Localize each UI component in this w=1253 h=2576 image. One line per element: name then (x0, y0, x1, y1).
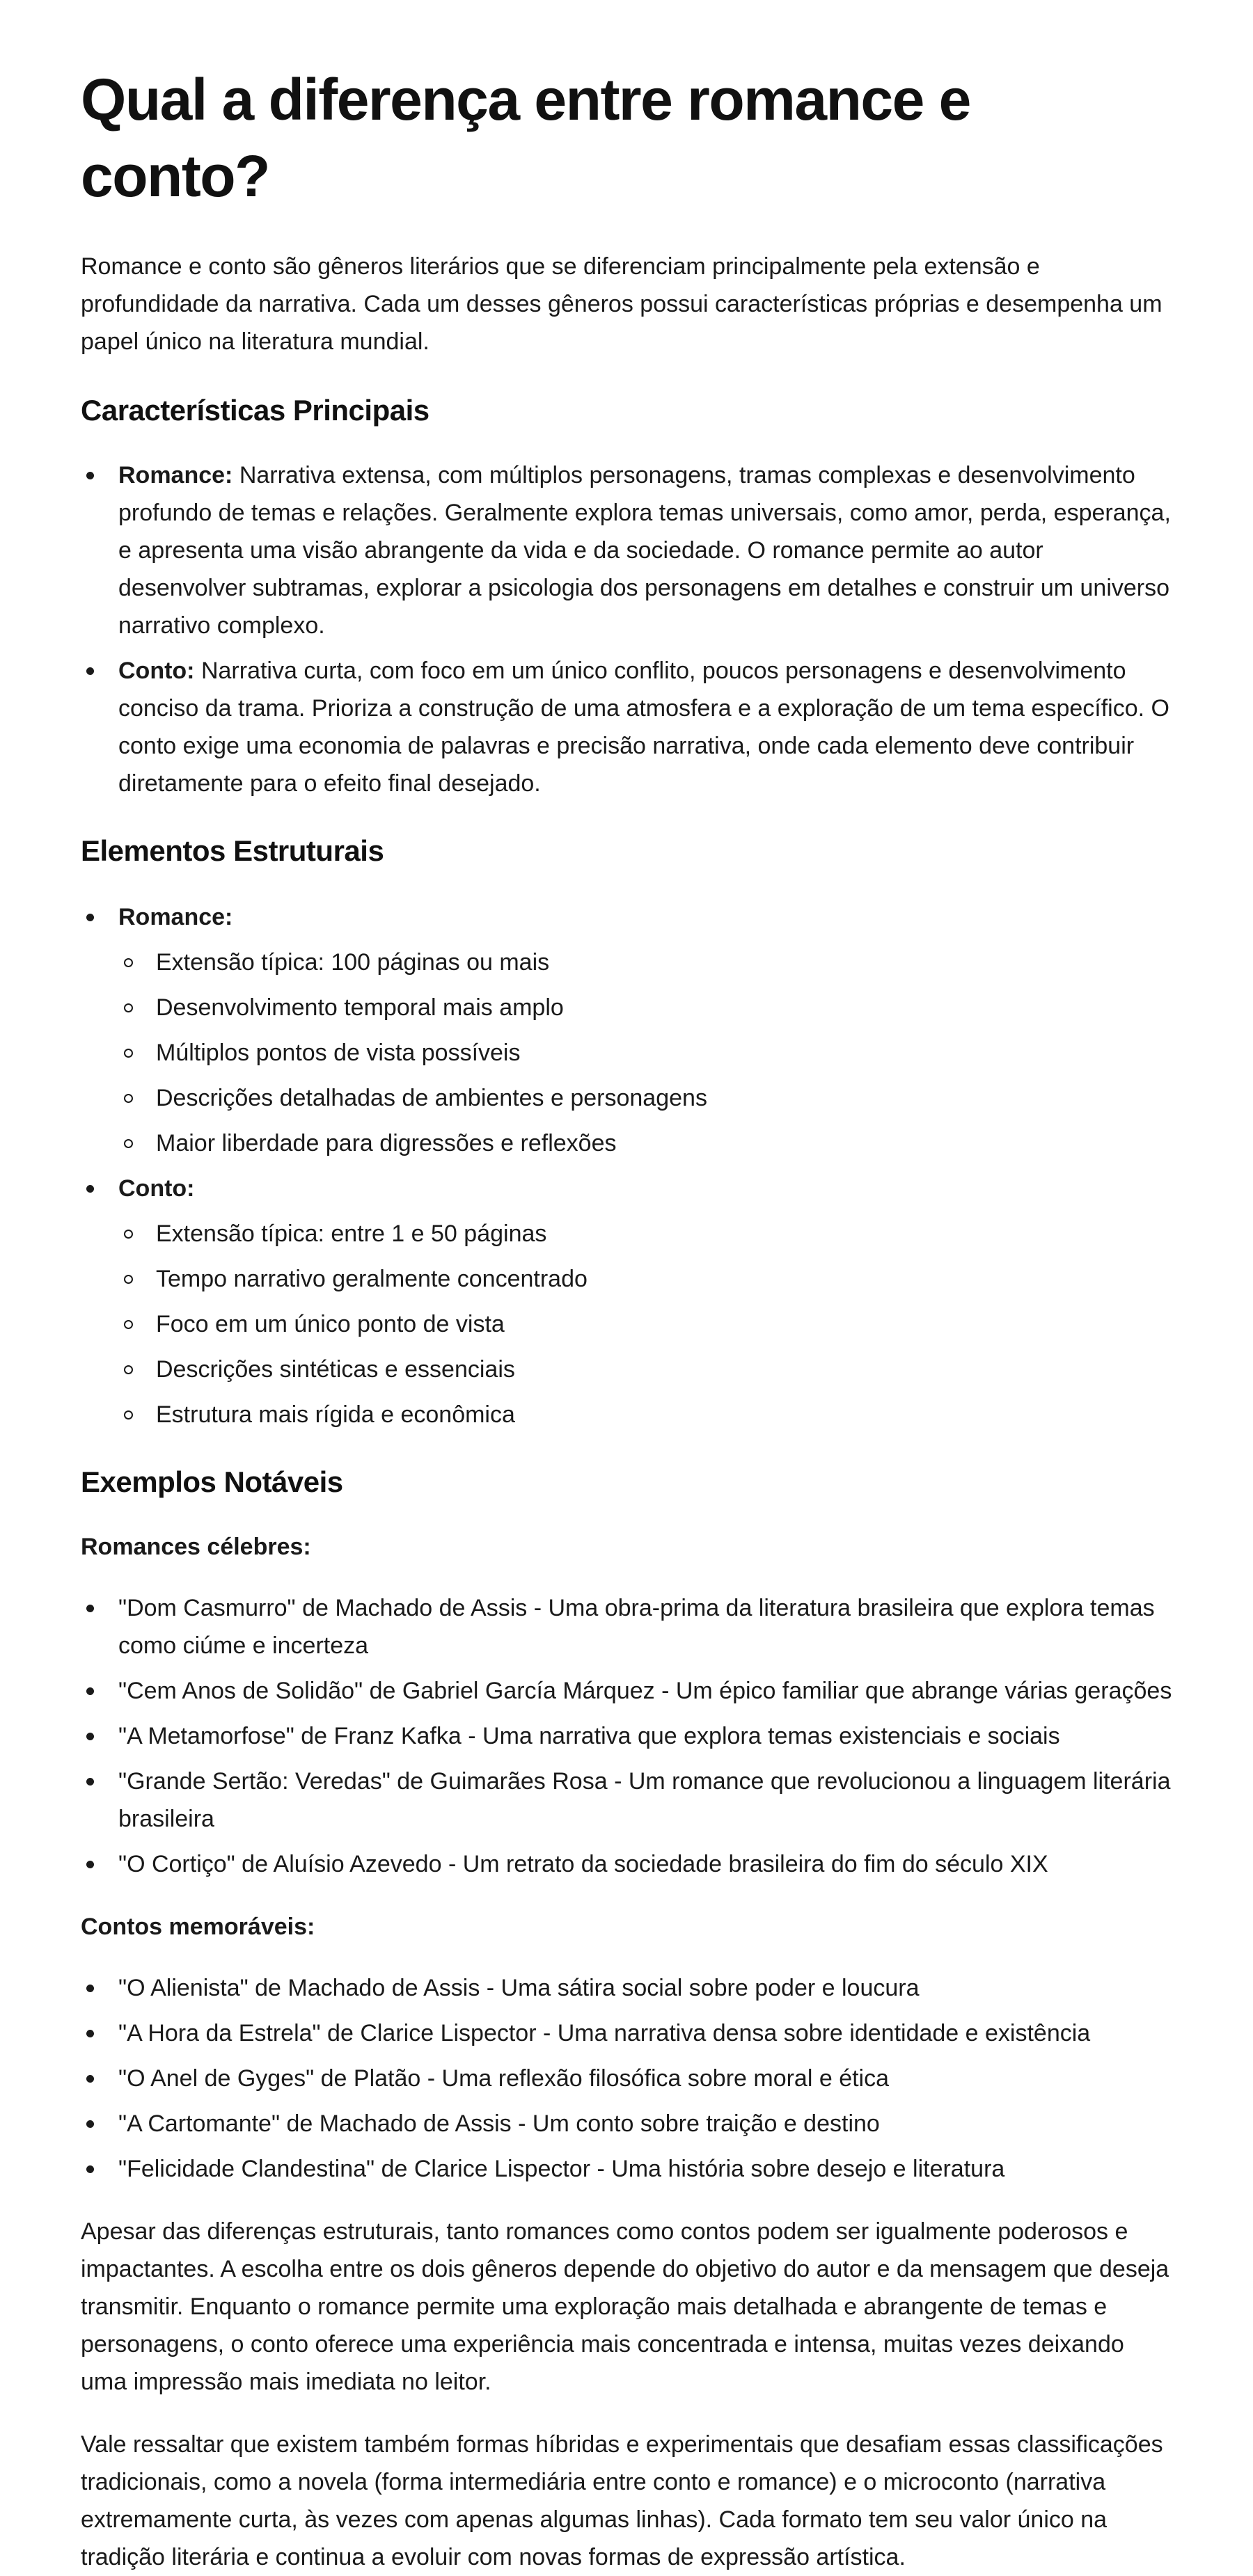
item-label: Romance: (118, 904, 233, 930)
sub-list-item: Extensão típica: entre 1 e 50 páginas (118, 1215, 1172, 1253)
sub-list-item: Desenvolvimento temporal mais amplo (118, 989, 1172, 1026)
closing-paragraph-2: Vale ressaltar que existem também formas híbridas e experimentais que desafiam essas classificações tradicionais, como a novela (forma intermediária entre conto e romance) e o microconto (narrativa extremamente curta, às vezes com apenas algumas linhas). Cada formato tem seu valor único na tradição literária e continua a evoluir com novas formas de expressão artística. (81, 2431, 1163, 2570)
sub-list-item: Estrutura mais rígida e econômica (118, 1396, 1172, 1433)
sub-list-item: Descrições detalhadas de ambientes e personagens (118, 1079, 1172, 1117)
sub-list-item: Foco em um único ponto de vista (118, 1305, 1172, 1343)
list-item: "Grande Sertão: Veredas" de Guimarães Rosa - Um romance que revolucionou a linguagem literária brasileira (81, 1763, 1172, 1838)
romances-label: Romances célebres: (81, 1534, 311, 1560)
list-item: "A Cartomante" de Machado de Assis - Um conto sobre traição e destino (81, 2105, 1172, 2142)
elementos-list (81, 898, 1172, 1433)
sub-list-item: Descrições sintéticas e essenciais (118, 1351, 1172, 1388)
list-item: "O Cortiço" de Aluísio Azevedo - Um retrato da sociedade brasileira do fim do século XIX (81, 1845, 1172, 1883)
item-label: Conto: (118, 658, 195, 684)
heading-caracteristicas: Características Principais (81, 394, 430, 427)
sub-list-item: Múltiplos pontos de vista possíveis (118, 1034, 1172, 1072)
conto-sublist (118, 1215, 1172, 1433)
item-label: Conto: (118, 1175, 195, 1202)
item-text: Narrativa extensa, com múltiplos personagens, tramas complexas e desenvolvimento profundo de temas e relações. Geralmente explora temas universais, como amor, perda, esperança, e apresenta uma visão abrangente da vida e da sociedade. O romance permite ao autor desenvolver subtramas, explorar a psicologia dos personagens em detalhes e construir um universo narrativo complexo. (118, 462, 1171, 639)
romance-sublist (118, 944, 1172, 1162)
list-item-conto (81, 1170, 1172, 1433)
item-text: Narrativa curta, com foco em um único conflito, poucos personagens e desenvolvimento conciso da trama. Prioriza a construção de uma atmosfera e a exploração de um tema específico. O conto exige uma economia de palavras e precisão narrativa, onde cada elemento deve contribuir diretamente para o efeito final desejado. (118, 658, 1169, 797)
romances-list (81, 1589, 1172, 1883)
sub-list-item: Tempo narrativo geralmente concentrado (118, 1260, 1172, 1298)
item-label: Romance: (118, 462, 233, 488)
intro-paragraph: Romance e conto são gêneros literários que se diferenciam principalmente pela extensão e profundidade da narrativa. Cada um desses gêneros possui características próprias e desempenha um papel único na literatura mundial. (81, 253, 1163, 355)
page-title: Qual a diferença entre romance e conto? (81, 67, 970, 209)
contos-list (81, 1969, 1172, 2188)
closing-paragraph-1: Apesar das diferenças estruturais, tanto romances como contos podem ser igualmente poderosos e impactantes. A escolha entre os dois gêneros depende do objetivo do autor e da mensagem que deseja transmitir. Enquanto o romance permite uma exploração mais detalhada e abrangente de temas e personagens, o conto oferece uma experiência mais concentrada e intensa, muitas vezes deixando uma impressão mais imediata no leitor. (81, 2218, 1169, 2395)
list-item: "A Metamorfose" de Franz Kafka - Uma narrativa que explora temas existenciais e sociais (81, 1717, 1172, 1755)
heading-elementos: Elementos Estruturais (81, 834, 384, 867)
heading-exemplos: Exemplos Notáveis (81, 1465, 343, 1498)
contos-label: Contos memoráveis: (81, 1914, 315, 1940)
sub-list-item: Maior liberdade para digressões e reflexões (118, 1124, 1172, 1162)
list-item-conto (81, 652, 1172, 802)
sub-list-item: Extensão típica: 100 páginas ou mais (118, 944, 1172, 981)
list-item-romance (81, 456, 1172, 644)
list-item: "Cem Anos de Solidão" de Gabriel García Márquez - Um épico familiar que abrange várias gerações (81, 1672, 1172, 1710)
list-item: "Dom Casmurro" de Machado de Assis - Uma obra-prima da literatura brasileira que explora temas como ciúme e incerteza (81, 1589, 1172, 1664)
list-item: "O Alienista" de Machado de Assis - Uma sátira social sobre poder e loucura (81, 1969, 1172, 2007)
list-item: "O Anel de Gyges" de Platão - Uma reflexão filosófica sobre moral e ética (81, 2060, 1172, 2097)
list-item-romance (81, 898, 1172, 1162)
list-item: "A Hora da Estrela" de Clarice Lispector - Uma narrativa densa sobre identidade e existência (81, 2014, 1172, 2052)
list-item: "Felicidade Clandestina" de Clarice Lispector - Uma história sobre desejo e literatura (81, 2150, 1172, 2188)
caracteristicas-list (81, 456, 1172, 802)
